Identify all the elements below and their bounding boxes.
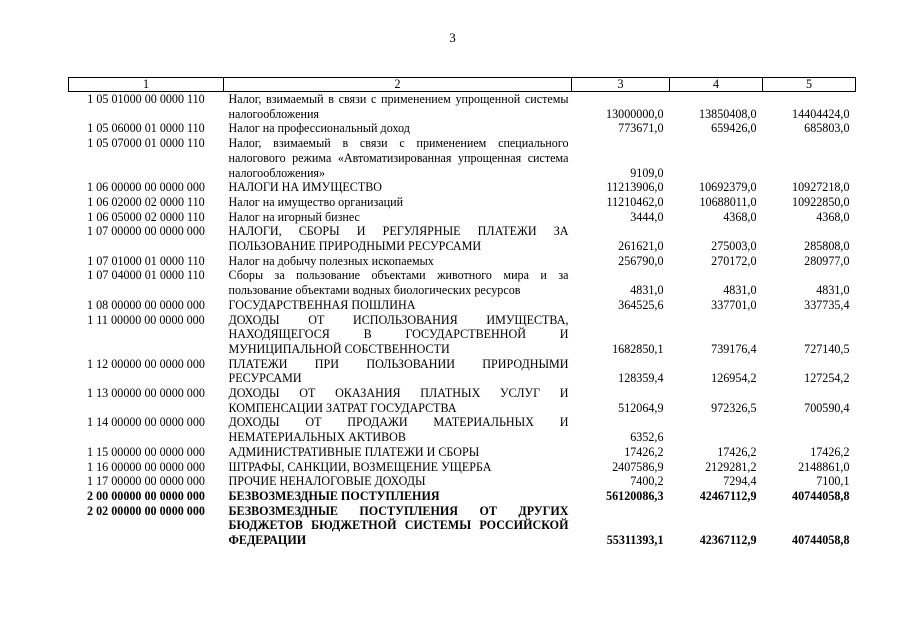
- code-cell: 1 14 00000 00 0000 000: [87, 415, 205, 430]
- value-cell-year-3: [763, 415, 856, 444]
- value-cell-year-1: 1682850,1: [612, 341, 664, 356]
- code-cell: 1 06 05000 02 0000 110: [87, 209, 205, 224]
- name-cell: ДОХОДЫ ОТ ОКАЗАНИЯ ПЛАТНЫХ УСЛУГ И КОМПЕНСАЦИИ ЗАТРАТ ГОСУДАРСТВА: [228, 386, 569, 415]
- value-cell-year-2: 42467112,9: [699, 488, 757, 503]
- value-cell-year-1: 128359,4: [618, 371, 664, 386]
- value-cell-year-2: 42367112,9: [699, 533, 757, 548]
- table-row: [69, 92, 856, 122]
- table-row: [69, 210, 856, 225]
- name-cell: Налог, взимаемый в связи с применением специального налогового режима «Автоматизированная упрощенная система налогообложения»: [228, 136, 569, 180]
- value-cell-year-2: 659426,0: [711, 121, 757, 136]
- table-row: [69, 136, 856, 180]
- code-cell: 1 05 06000 01 0000 110: [87, 121, 205, 136]
- value-cell-year-3: 4831,0: [816, 283, 850, 298]
- column-header-code: 1: [69, 78, 224, 92]
- name-cell: ДОХОДЫ ОТ ПРОДАЖИ МАТЕРИАЛЬНЫХ И НЕМАТЕРИАЛЬНЫХ АКТИВОВ: [228, 415, 569, 445]
- name-cell: АДМИНИСТРАТИВНЫЕ ПЛАТЕЖИ И СБОРЫ: [228, 444, 480, 459]
- table-row: [69, 504, 856, 548]
- table-row: [69, 121, 856, 136]
- value-cell-year-2: [670, 136, 763, 180]
- table-header-row: [69, 78, 856, 92]
- table-row: [69, 474, 856, 489]
- column-header-year-3: 5: [763, 78, 856, 92]
- code-cell: 1 15 00000 00 0000 000: [87, 444, 205, 459]
- name-cell: Налог на профессиональный доход: [228, 121, 410, 136]
- name-cell: НАЛОГИ НА ИМУЩЕСТВО: [228, 180, 383, 195]
- table-row: [69, 445, 856, 460]
- value-cell-year-2: 13850408,0: [699, 106, 757, 121]
- code-cell: 1 05 01000 00 0000 110: [87, 92, 205, 106]
- code-cell: 1 17 00000 00 0000 000: [87, 474, 205, 489]
- code-cell: 1 05 07000 01 0000 110: [87, 136, 205, 151]
- value-cell-year-3: 14404424,0: [792, 106, 850, 121]
- value-cell-year-3: 4368,0: [816, 209, 850, 224]
- name-cell: ГОСУДАРСТВЕННАЯ ПОШЛИНА: [228, 297, 416, 312]
- name-cell: Налог на имущество организаций: [228, 194, 404, 209]
- name-cell: Налог на добычу полезных ископаемых: [228, 253, 434, 268]
- value-cell-year-1: 11210462,0: [606, 194, 664, 209]
- code-cell: 1 06 02000 02 0000 110: [87, 194, 205, 209]
- value-cell-year-1: 2407586,9: [612, 459, 664, 474]
- value-cell-year-1: 56120086,3: [606, 488, 664, 503]
- value-cell-year-1: 7400,2: [630, 474, 664, 489]
- code-cell: 1 08 00000 00 0000 000: [87, 297, 205, 312]
- value-cell-year-3: 127254,2: [804, 371, 850, 386]
- value-cell-year-2: 2129281,2: [705, 459, 757, 474]
- table-row: [69, 254, 856, 269]
- table-row: [69, 195, 856, 210]
- value-cell-year-1: 13000000,0: [606, 106, 664, 121]
- table-row: [69, 460, 856, 475]
- table-row: [69, 180, 856, 195]
- code-cell: 1 07 04000 01 0000 110: [87, 268, 205, 283]
- value-cell-year-1: 4831,0: [630, 283, 664, 298]
- table-row: [69, 489, 856, 504]
- name-cell: ПРОЧИЕ НЕНАЛОГОВЫЕ ДОХОДЫ: [228, 474, 426, 489]
- value-cell-year-3: 10922850,0: [792, 194, 850, 209]
- value-cell-year-3: 685803,0: [804, 121, 850, 136]
- code-cell: 1 06 00000 00 0000 000: [87, 180, 205, 195]
- value-cell-year-1: 261621,0: [618, 239, 664, 254]
- value-cell-year-1: 17426,2: [624, 444, 664, 459]
- code-cell: 1 11 00000 00 0000 000: [87, 312, 205, 327]
- code-cell: 1 16 00000 00 0000 000: [87, 459, 205, 474]
- value-cell-year-2: 972326,5: [711, 400, 757, 415]
- value-cell-year-2: 7294,4: [723, 474, 757, 489]
- name-cell: Налог на игорный бизнес: [228, 209, 360, 224]
- name-cell: Налог, взимаемый в связи с применением упрощенной системы налогообложения: [228, 92, 569, 121]
- name-cell: НАЛОГИ, СБОРЫ И РЕГУЛЯРНЫЕ ПЛАТЕЖИ ЗА ПОЛЬЗОВАНИЕ ПРИРОДНЫМИ РЕСУРСАМИ: [228, 224, 569, 254]
- value-cell-year-3: 10927218,0: [792, 180, 850, 195]
- name-cell: БЕЗВОЗМЕЗДНЫЕ ПОСТУПЛЕНИЯ: [228, 488, 440, 503]
- table-body: [69, 92, 856, 548]
- value-cell-year-3: 17426,2: [810, 444, 850, 459]
- table-row: [69, 298, 856, 313]
- page-number: 3: [449, 30, 456, 45]
- value-cell-year-2: 17426,2: [717, 444, 757, 459]
- value-cell-year-2: 275003,0: [711, 239, 757, 254]
- value-cell-year-2: 739176,4: [711, 341, 757, 356]
- value-cell-year-1: 773671,0: [618, 121, 664, 136]
- column-header-year-2: 4: [670, 78, 763, 92]
- code-cell: 1 07 00000 00 0000 000: [87, 224, 205, 239]
- value-cell-year-2: [670, 415, 763, 444]
- value-cell-year-3: 337735,4: [804, 297, 850, 312]
- value-cell-year-3: 2148861,0: [798, 459, 850, 474]
- value-cell-year-3: 7100,1: [816, 474, 850, 489]
- value-cell-year-2: 4368,0: [723, 209, 757, 224]
- value-cell-year-2: 337701,0: [711, 297, 757, 312]
- name-cell: Сборы за пользование объектами животного мира и за пользование объектами водных биологических ресурсов: [228, 268, 569, 298]
- value-cell-year-2: 4831,0: [723, 283, 757, 298]
- name-cell: ДОХОДЫ ОТ ИСПОЛЬЗОВАНИЯ ИМУЩЕСТВА, НАХОДЯЩЕГОСЯ В ГОСУДАРСТВЕННОЙ И МУНИЦИПАЛЬНОЙ СОБСТВЕННОСТИ: [228, 312, 569, 356]
- value-cell-year-2: 10692379,0: [699, 180, 757, 195]
- table-row: [69, 386, 856, 415]
- value-cell-year-3: 280977,0: [804, 253, 850, 268]
- value-cell-year-2: 126954,2: [711, 371, 757, 386]
- value-cell-year-2: 10688011,0: [699, 194, 757, 209]
- code-cell: 2 02 00000 00 0000 000: [87, 503, 205, 518]
- code-cell: 1 07 01000 01 0000 110: [87, 253, 205, 268]
- value-cell-year-3: 727140,5: [804, 341, 850, 356]
- column-header-name: 2: [224, 78, 572, 92]
- name-cell: БЕЗВОЗМЕЗДНЫЕ ПОСТУПЛЕНИЯ ОТ ДРУГИХ БЮДЖЕТОВ БЮДЖЕТНОЙ СИСТЕМЫ РОССИЙСКОЙ ФЕДЕРАЦИИ: [228, 503, 569, 548]
- value-cell-year-1: 55311393,1: [606, 533, 664, 548]
- code-cell: 1 13 00000 00 0000 000: [87, 386, 205, 401]
- value-cell-year-1: 11213906,0: [606, 180, 664, 195]
- code-cell: 1 12 00000 00 0000 000: [87, 356, 205, 371]
- value-cell-year-1: 3444,0: [630, 209, 664, 224]
- value-cell-year-1: 364525,6: [618, 297, 664, 312]
- value-cell-year-3: 40744058,8: [792, 533, 850, 548]
- value-cell-year-1: 6352,6: [630, 430, 664, 445]
- value-cell-year-3: 700590,4: [804, 400, 850, 415]
- value-cell-year-1: 9109,0: [630, 165, 664, 180]
- table-row: [69, 415, 856, 444]
- value-cell-year-1: 256790,0: [618, 253, 664, 268]
- table-row: [69, 224, 856, 253]
- value-cell-year-3: 285808,0: [804, 239, 850, 254]
- value-cell-year-3: [763, 136, 856, 180]
- value-cell-year-3: 40744058,8: [792, 488, 850, 503]
- name-cell: ШТРАФЫ, САНКЦИИ, ВОЗМЕЩЕНИЕ УЩЕРБА: [228, 459, 492, 474]
- code-cell: 2 00 00000 00 0000 000: [87, 488, 205, 503]
- name-cell: ПЛАТЕЖИ ПРИ ПОЛЬЗОВАНИИ ПРИРОДНЫМИ РЕСУРСАМИ: [228, 356, 569, 386]
- table-row: [69, 268, 856, 297]
- value-cell-year-1: 512064,9: [618, 400, 664, 415]
- column-header-year-1: 3: [572, 78, 670, 92]
- table-row: [69, 313, 856, 357]
- revenue-table: [68, 77, 856, 548]
- table-row: [69, 357, 856, 386]
- value-cell-year-2: 270172,0: [711, 253, 757, 268]
